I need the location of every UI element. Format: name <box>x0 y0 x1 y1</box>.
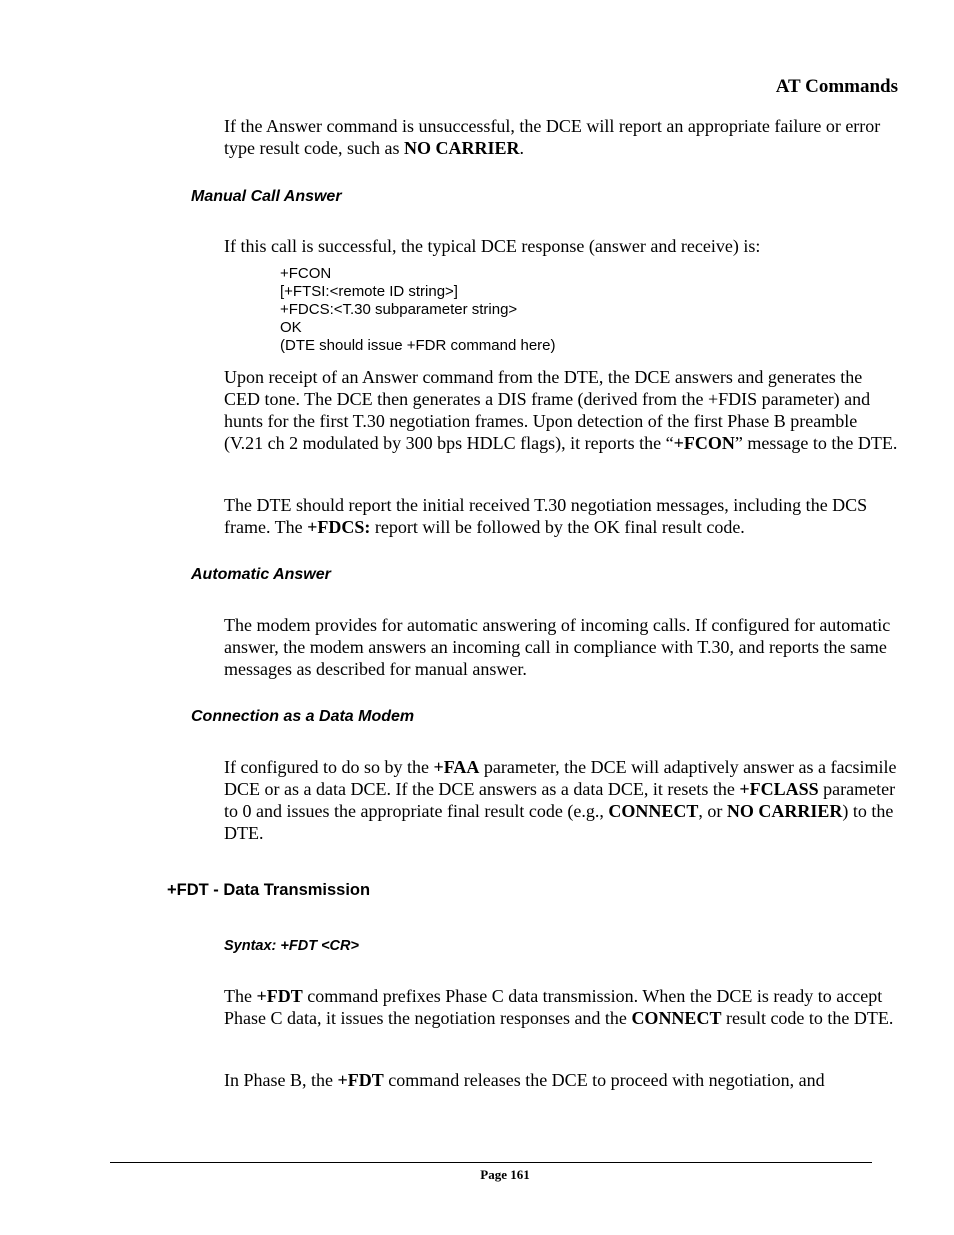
manual-call-answer-heading: Manual Call Answer <box>191 188 342 205</box>
code-line: [+FTSI:<remote ID string>] <box>280 283 458 300</box>
dce-response-code-block <box>280 265 556 355</box>
code-line: +FDCS:<T.30 subparameter string> <box>280 301 518 318</box>
fdt-paragraph-2: In Phase B, the +FDT command releases the DCE to proceed with negotiation, and <box>224 1070 825 1090</box>
fdt-syntax: Syntax: +FDT <CR> <box>224 938 359 954</box>
manual-answer-paragraph-1: If this call is successful, the typical DCE response (answer and receive) is: <box>224 236 761 256</box>
page-number: Page 161 <box>480 1167 530 1182</box>
intro-paragraph: If the Answer command is unsuccessful, the DCE will report an appropriate failure or error type result code, such as NO CARRIER. <box>224 116 881 158</box>
fdt-section-heading: +FDT - Data Transmission <box>167 881 371 899</box>
code-line: OK <box>280 319 302 336</box>
manual-answer-paragraph-2: Upon receipt of an Answer command from the DTE, the DCE answers and generates the CED tone. The DCE then generates a DIS frame (derived from the +FDIS parameter) and hunts for the first T.30 negotiation frames. Upon detection of the first Phase B preamble (V.21 ch 2 modulated by 300 bps HDLC flags), it reports the “+FCON” message to the DTE. <box>224 367 898 453</box>
code-line: (DTE should issue +FDR command here) <box>280 337 556 354</box>
fdt-paragraph-1: The +FDT command prefixes Phase C data transmission. When the DCE is ready to accept Phase C data, it issues the negotiation responses and the CONNECT result code to the DTE. <box>224 986 894 1028</box>
data-modem-paragraph: If configured to do so by the +FAA parameter, the DCE will adaptively answer as a facsimile DCE or as a data DCE. If the DCE answers as a data DCE, it resets the +FCLASS parameter to 0 and issues the appropriate final result code (e.g., CONNECT, or NO CARRIER) to the DTE. <box>224 757 897 843</box>
code-line: +FCON <box>280 265 332 282</box>
footer-divider <box>110 1162 872 1163</box>
automatic-answer-paragraph: The modem provides for automatic answering of incoming calls. If configured for automatic answer, the modem answers an incoming call in compliance with T.30, and reports the same messages as described for manual answer. <box>224 615 891 679</box>
automatic-answer-heading: Automatic Answer <box>191 566 331 583</box>
manual-answer-paragraph-3: The DTE should report the initial received T.30 negotiation messages, including the DCS frame. The +FDCS: report will be followed by the OK final result code. <box>224 495 868 537</box>
running-header: AT Commands <box>775 76 898 97</box>
data-modem-heading: Connection as a Data Modem <box>191 708 415 725</box>
